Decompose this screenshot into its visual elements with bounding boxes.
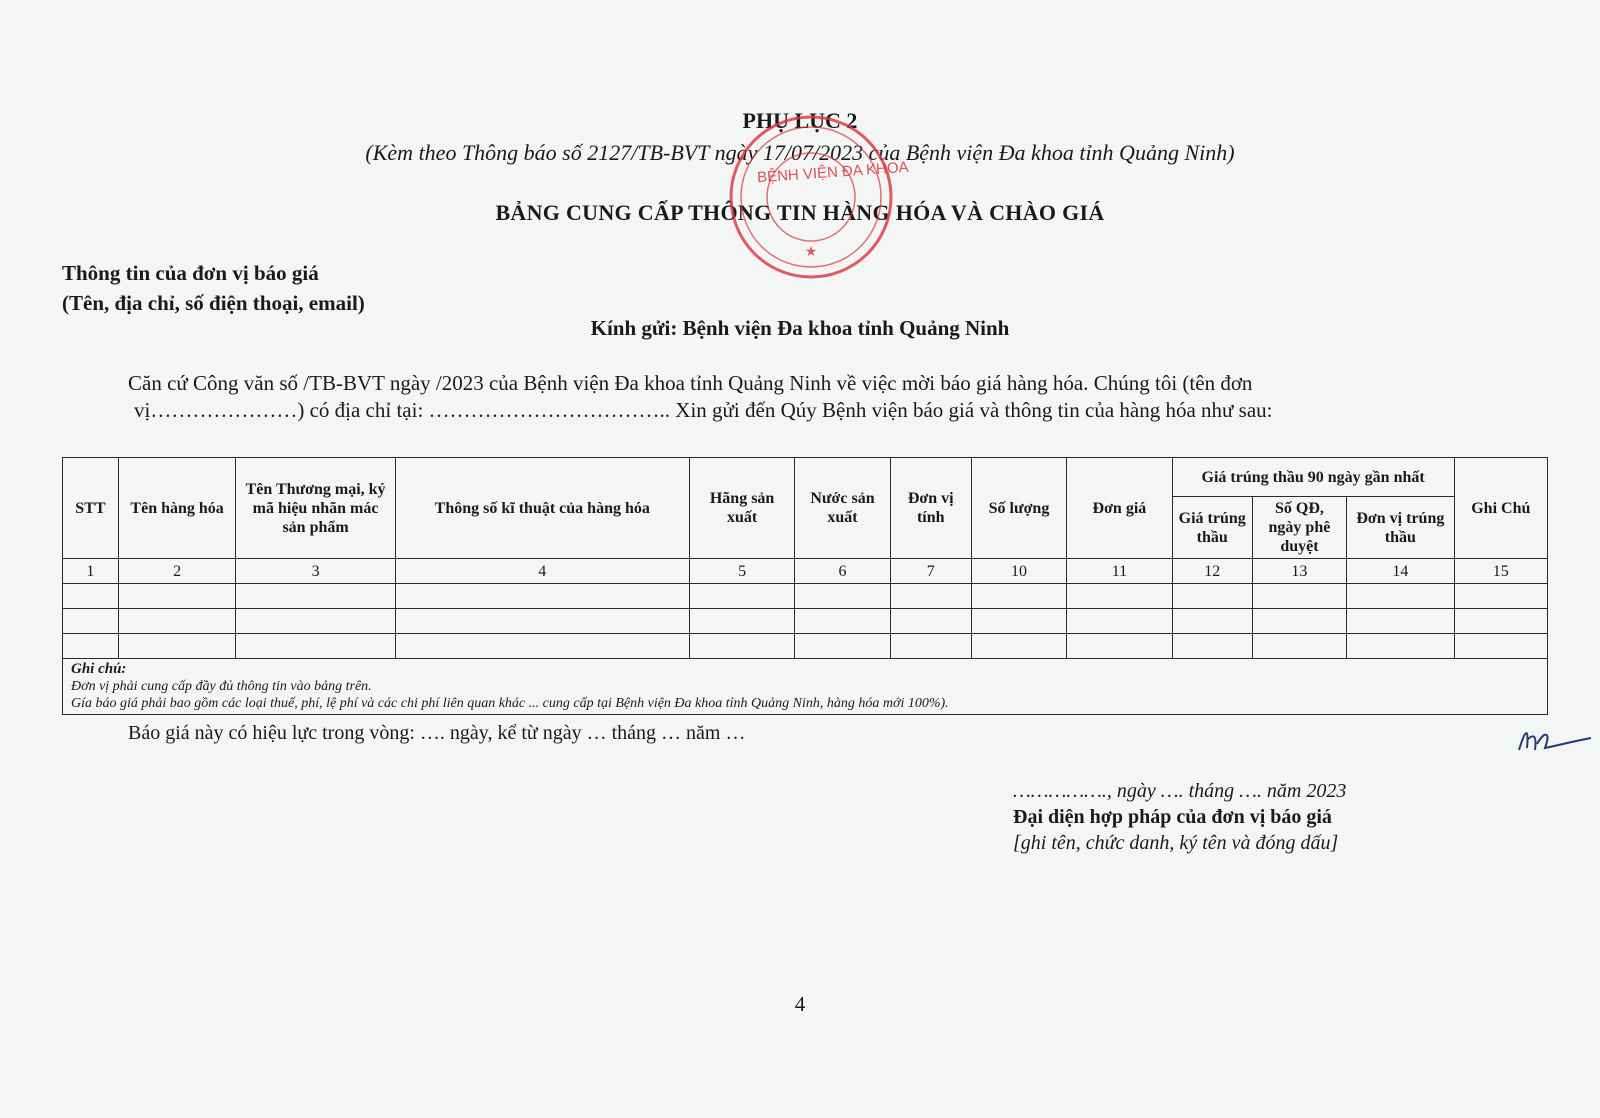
col-header-trade-name: Tên Thương mại, ký mã hiệu nhãn mác sản phẩm — [236, 458, 395, 559]
sender-line-2: (Tên, địa chỉ, số điện thoại, email) — [62, 291, 365, 315]
document-title: BẢNG CUNG CẤP THÔNG TIN HÀNG HÓA VÀ CHÀO GIÁ — [495, 200, 1105, 225]
header-row — [63, 458, 1548, 497]
notes-title: Ghi chú: — [71, 661, 127, 677]
table-cell — [1454, 609, 1547, 634]
col-header-specs: Thông số kĩ thuật của hàng hóa — [395, 458, 689, 559]
quotation-table — [62, 457, 1548, 715]
table-cell — [1454, 634, 1547, 659]
signature-note: [ghi tên, chức danh, ký tên và đóng dấu] — [1013, 832, 1339, 854]
col-number: 13 — [1252, 559, 1346, 584]
table-cell — [689, 584, 794, 609]
table-cell — [971, 634, 1066, 659]
col-header-winning-unit: Đơn vị trúng thầu — [1347, 497, 1455, 559]
col-header-winning-price: Giá trúng thầu — [1172, 497, 1252, 559]
table-cell — [118, 609, 236, 634]
col-number: 5 — [689, 559, 794, 584]
table-cell — [1067, 609, 1172, 634]
table-cell — [1347, 609, 1455, 634]
col-header-decision: Số QĐ, ngày phê duyệt — [1252, 497, 1346, 559]
table-cell — [971, 584, 1066, 609]
table-cell — [395, 634, 689, 659]
col-header-unit-price: Đơn giá — [1067, 458, 1172, 559]
validity-statement: Báo giá này có hiệu lực trong vòng: …. ngày, kể từ ngày … tháng … năm … — [128, 722, 746, 744]
stamp-text: BỆNH VIỆN ĐA KHOA — [756, 158, 910, 187]
col-number: 12 — [1172, 559, 1252, 584]
col-number: 10 — [971, 559, 1066, 584]
svg-text:★: ★ — [804, 243, 818, 259]
col-number: 7 — [890, 559, 971, 584]
col-number: 15 — [1454, 559, 1547, 584]
table-cell — [1347, 584, 1455, 609]
col-number: 14 — [1347, 559, 1455, 584]
col-header-name: Tên hàng hóa — [118, 458, 236, 559]
table-cell — [1067, 634, 1172, 659]
col-header-stt: STT — [63, 458, 119, 559]
table-cell — [1252, 634, 1346, 659]
signature-date: ……………., ngày …. tháng …. năm 2023 — [1013, 780, 1347, 802]
table-cell — [236, 634, 395, 659]
table-row — [63, 584, 1548, 609]
col-header-winning-group: Giá trúng thầu 90 ngày gần nhất — [1172, 458, 1454, 497]
hospital-stamp-icon — [722, 108, 900, 286]
table-cell — [118, 634, 236, 659]
table-cell — [689, 609, 794, 634]
body-line-1: Căn cứ Công văn số /TB-BVT ngày /2023 của Bệnh viện Đa khoa tỉnh Quảng Ninh về việc mời báo giá hàng hóa. Chúng tôi (tên đơn — [128, 371, 1253, 395]
table-cell — [63, 609, 119, 634]
col-number: 2 — [118, 559, 236, 584]
column-number-row — [63, 559, 1548, 584]
table-cell — [795, 634, 890, 659]
table-cell — [1252, 609, 1346, 634]
table-cell — [890, 634, 971, 659]
col-header-manufacturer: Hãng sản xuất — [689, 458, 794, 559]
table-cell — [689, 634, 794, 659]
table-cell — [971, 609, 1066, 634]
sender-info — [62, 258, 365, 318]
table-cell — [1172, 584, 1252, 609]
col-number: 11 — [1067, 559, 1172, 584]
table-cell — [1252, 584, 1346, 609]
appendix-title: PHỤ LỤC 2 — [742, 108, 858, 133]
table-cell — [890, 609, 971, 634]
signature-title: Đại diện hợp pháp của đơn vị báo giá — [1013, 806, 1332, 828]
table-cell — [63, 584, 119, 609]
handwritten-initials-icon — [1515, 720, 1595, 760]
table-notes — [63, 659, 1548, 715]
table-cell — [1347, 634, 1455, 659]
table-cell — [1067, 584, 1172, 609]
col-header-country: Nước sản xuất — [795, 458, 890, 559]
table-cell — [890, 584, 971, 609]
col-number: 1 — [63, 559, 119, 584]
col-header-notes: Ghi Chú — [1454, 458, 1547, 559]
notes-line-2: Gía báo giá phải bao gồm các loại thuế, phí, lệ phí và các chi phí liên quan khác ... cung cấp tại Bệnh viện Đa khoa tỉnh Quảng Ninh, hàng hóa mới 100%). — [71, 696, 949, 711]
table-cell — [1172, 634, 1252, 659]
table-cell — [395, 584, 689, 609]
table-cell — [118, 584, 236, 609]
body-line-2: vị…………………) có địa chỉ tại: …………………………….. Xin gửi đến Qúy Bệnh viện báo giá và thông tin của hàng hóa như sau: — [134, 398, 1273, 422]
table-cell — [795, 609, 890, 634]
col-header-unit: Đơn vị tính — [890, 458, 971, 559]
notes-line-1: Đơn vị phải cung cấp đầy đủ thông tin vào bảng trên. — [71, 679, 372, 694]
table-cell — [63, 634, 119, 659]
table-row — [63, 634, 1548, 659]
notes-row — [63, 659, 1548, 715]
col-number: 6 — [795, 559, 890, 584]
table-cell — [395, 609, 689, 634]
addressee: Kính gửi: Bệnh viện Đa khoa tỉnh Quảng Ninh — [590, 316, 1010, 340]
table-cell — [1172, 609, 1252, 634]
table-cell — [236, 609, 395, 634]
table-cell — [795, 584, 890, 609]
col-number: 3 — [236, 559, 395, 584]
sender-line-1: Thông tin của đơn vị báo giá — [62, 261, 319, 285]
table-cell — [236, 584, 395, 609]
table-cell — [1454, 584, 1547, 609]
col-header-quantity: Số lượng — [971, 458, 1066, 559]
table-row — [63, 609, 1548, 634]
appendix-subtitle: (Kèm theo Thông báo số 2127/TB-BVT ngày 17/07/2023 của Bệnh viện Đa khoa tỉnh Quảng Ninh) — [365, 140, 1235, 165]
page-number: 4 — [794, 992, 806, 1016]
col-number: 4 — [395, 559, 689, 584]
